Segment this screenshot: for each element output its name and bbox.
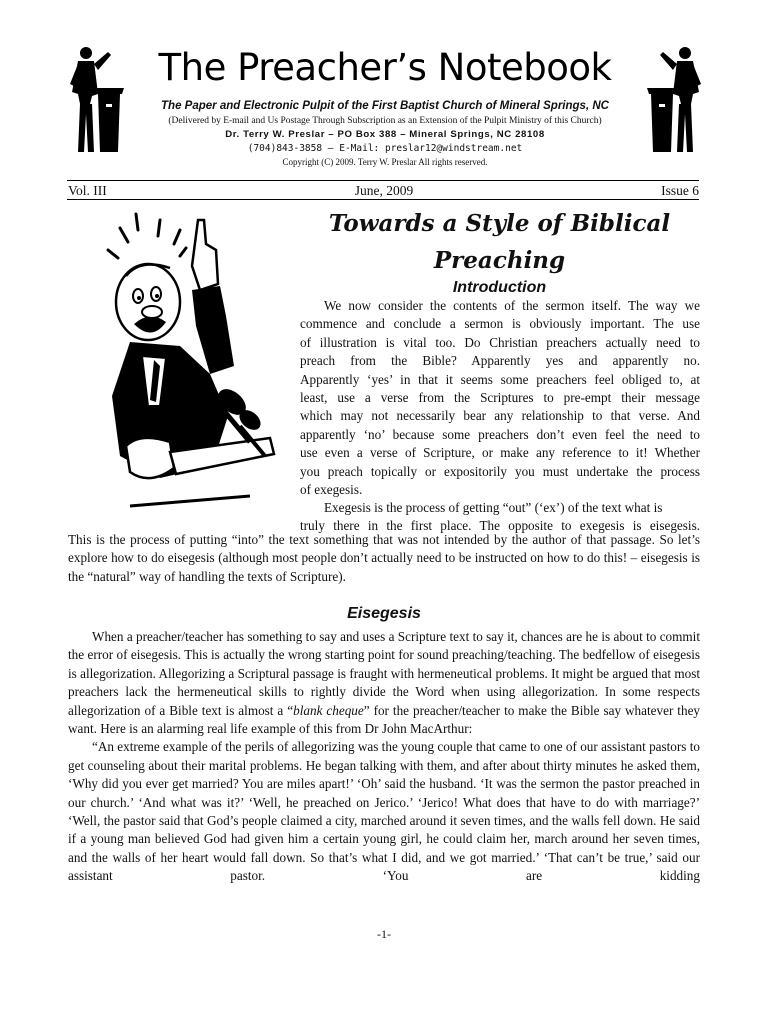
intro-p1-line: preach from the Bible? Apparently yes and apparently no. [300,353,700,369]
copyright-notice: Copyright (C) 2009. Terry W. Preslar All rights reserved. [282,157,488,167]
masthead-divider [67,180,699,181]
intro-p1-line: least, use a verse from the Scriptures to pre-empt their message [300,390,700,406]
preacher-cartoon-illustration [100,206,295,511]
newsletter-subtitle: The Paper and Electronic Pulpit of the First Baptist Church of Mineral Springs, NC [161,100,609,112]
intro-p1-line: commence and conclude a sermon is obviously important. The use [300,316,700,332]
intro-p1-line: apparently ‘no’ because some preachers don’t even feel the need to [300,426,700,442]
intro-paragraph-1 [300,297,700,499]
volume-label: Vol. III [68,183,107,198]
delivery-note: (Delivered by E-mail and Us Postage Through Subscription as an Extension of the Pulpit Ministry of this Church) [168,116,602,126]
intro-p1-line: We now consider the contents of the sermon itself. The way we [324,298,700,313]
issue-divider [67,199,699,200]
preacher-silhouette-left-icon [64,44,126,156]
intro-paragraph-2-rest [68,531,700,586]
intro-p1-line: of illustration is vital too. Do Christian preachers actually need to [300,334,700,350]
editor-address: Dr. Terry W. Preslar – PO Box 388 – Mineral Springs, NC 28108 [225,129,545,140]
intro-p1-line: of exegesis. [300,482,363,498]
newsletter-title: The Preacher’s Notebook [158,46,612,89]
eisegesis-body [68,628,700,886]
article-title-line2: Preaching [433,247,566,274]
intro-p1-line: use even a verse of Scripture, or make any reference to it! Whether [300,445,700,461]
issue-number: Issue 6 [661,183,699,198]
intro-p1-line: you preach topically or expositorily you must undertake the process [300,463,700,479]
article-title-line1: Towards a Style of Biblical [328,210,671,237]
contact-info: (704)843-3858 – E-Mail: preslar12@windstream.net [247,143,523,154]
eisegesis-heading: Eisegesis [347,605,421,622]
article-title [300,205,699,279]
intro-p2-continuation: This is the process of putting “into” the text something that was not intended by the author of that passage. So let’s explore how to do eisegesis (although most people don’t actually need to be instructed on how to do this! – eisegesis is the “natural” way of handling the texts of Scripture). [68,532,700,584]
intro-p1-line: which may not necessarily bear any relationship to that verse. And [300,408,700,424]
eisegesis-paragraph-1: When a preacher/teacher has something to say and uses a Scripture text to say it, chances are he is about to commit the error of eisegesis. This is actually the wrong starting point for sound preaching/teaching. The bedfellow of eisegesis is allegorization. Allegorizing a Scriptural passage is fraught with hermeneutical problems. It might be argued that most preachers lack the hermeneutical skills to rightly divide the Word when using allegorization. In some respects allegorization of a Bible text is almost a “blank cheque” for the preacher/teacher to make the Bible say whatever they want. Here is an alarming real life example of this from Dr John MacArthur: [68,629,701,737]
preacher-silhouette-right-icon [645,44,707,156]
intro-p1-line: Apparently ‘yes’ in that it seems some preachers feel obliged to, at [300,371,700,387]
intro-p2-line2: truly there in the first place. The opposite to exegesis is eisegesis. [300,518,700,534]
blank-cheque-emphasis: blank cheque [293,702,364,718]
page-number: -1- [377,927,391,941]
issue-date: June, 2009 [354,183,414,198]
introduction-heading: Introduction [452,279,547,296]
eisegesis-paragraph-2: “An extreme example of the perils of allegorizing was the young couple that came to one of our assistant pastors to get counseling about their marital problems. He began talking with them, and after about thirty minutes he asked them, ‘Why did you ever get married? You are miles apart!’ ‘Oh’ said the husband. ‘It was the sermon the pastor preached in our church.’ ‘And what was it?’ ‘Well, he preached on Jerico.’ ‘Jerico! What does that have to do with marriage?’ ‘Well, the pastor said that God’s people claimed a city, marched around it seven times, and the walls fell down. He said if a young man believed God had given him a certain young girl, he could claim her, march around her seven times, and the walls of her heart would fall down. So that’s what I did, and we got married.’ ‘That can’t be true,’ said our assistant pastor. ‘You are kidding [68,739,700,884]
intro-p2-line1: Exegesis is the process of getting “out” (‘ex’) of the text what is [324,500,663,515]
